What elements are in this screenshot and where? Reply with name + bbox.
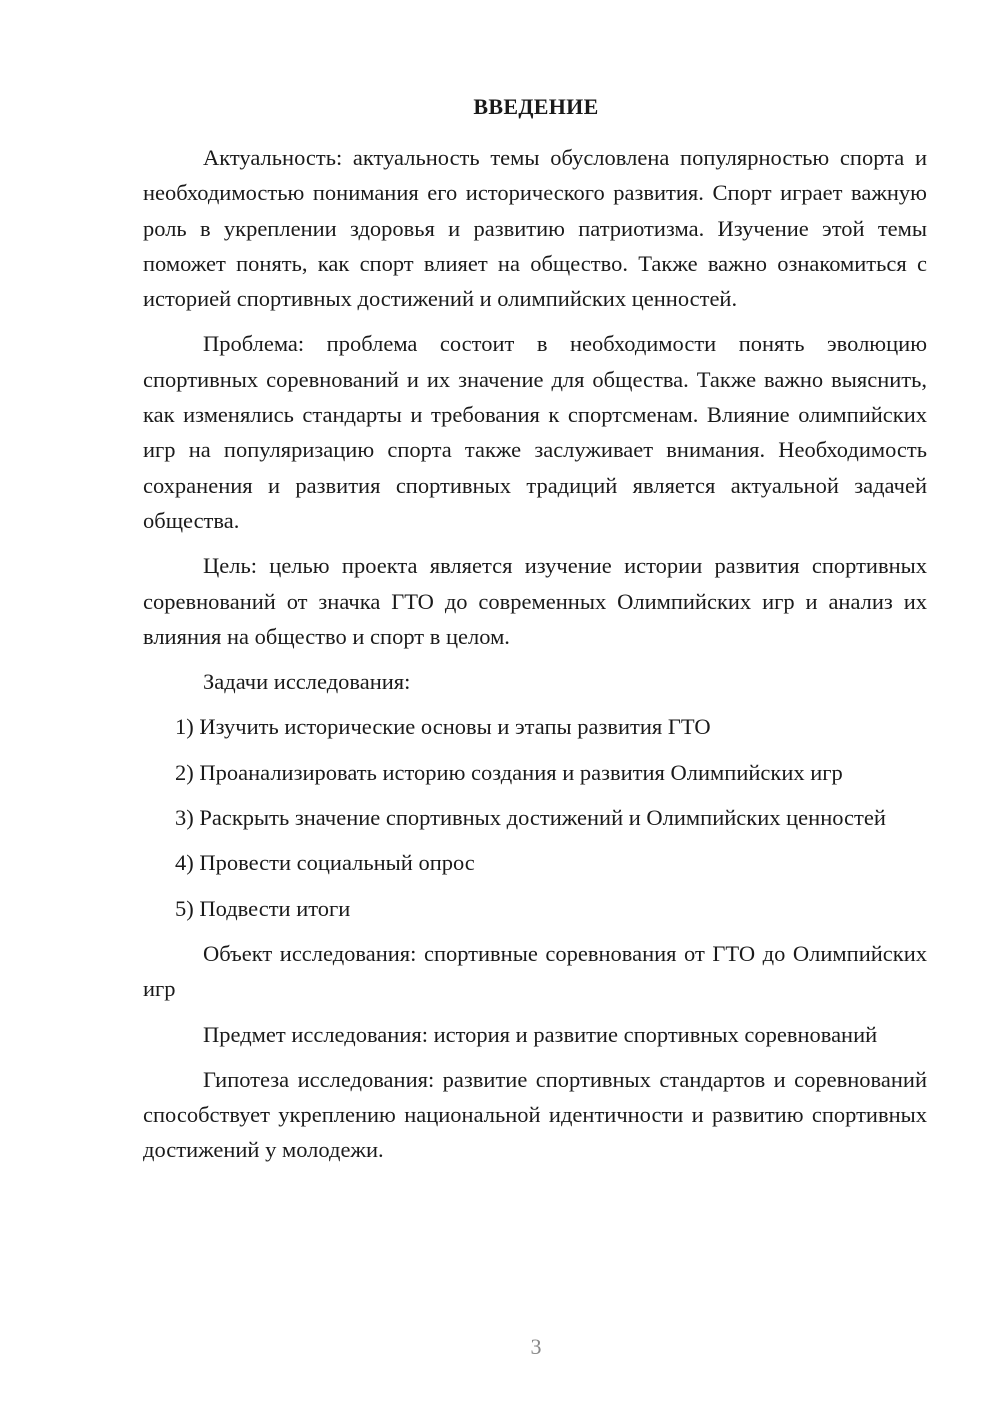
list-item: 5) Подвести итоги bbox=[175, 895, 351, 921]
list-item: 4) Провести социальный опрос bbox=[175, 850, 475, 876]
tasks-title: Задачи исследования: bbox=[203, 669, 411, 695]
paragraph-hypothesis: Гипотеза исследования: развитие спортивных стандартов и соревнований способствует укреплению национальной идентичности и развитию спортивных достижений у молодежи. bbox=[143, 1066, 927, 1163]
paragraph-relevance: Актуальность: актуальность темы обусловлена популярностью спорта и необходимостью понимания его исторического развития. Спорт играет важную роль в укреплении здоровья и развитию патриотизма. Изучение этой темы поможет понять, как спорт влияет на общество. Также важно ознакомиться с историей спортивных достижений и олимпийских ценностей. bbox=[143, 145, 927, 312]
page-number: 3 bbox=[530, 1334, 542, 1359]
paragraph-problem: Проблема: проблема состоит в необходимости понять эволюцию спортивных соревнований и их значение для общества. Также важно выяснить, как изменялись стандарты и требования к спортсменам. Влияние олимпийских игр на популяризацию спорта также заслуживает внимания. Необходимость сохранения и развития спортивных традиций является актуальной задачей общества. bbox=[143, 331, 927, 533]
paragraph-subject: Предмет исследования: история и развитие спортивных соревнований bbox=[203, 1021, 878, 1047]
list-item: 3) Раскрыть значение спортивных достижений и Олимпийских ценностей bbox=[175, 805, 886, 831]
page-title: ВВЕДЕНИЕ bbox=[473, 94, 599, 119]
paragraph-object: Объект исследования: спортивные соревнования от ГТО до Олимпийских игр bbox=[143, 940, 927, 1002]
list-item: 1) Изучить исторические основы и этапы развития ГТО bbox=[175, 714, 711, 740]
paragraph-goal: Цель: целью проекта является изучение истории развития спортивных соревнований от значка ГТО до современных Олимпийских игр и анализ их влияния на общество и спорт в целом. bbox=[143, 553, 927, 649]
list-item: 2) Проанализировать историю создания и развития Олимпийских игр bbox=[175, 759, 843, 785]
document-body bbox=[143, 140, 927, 1178]
